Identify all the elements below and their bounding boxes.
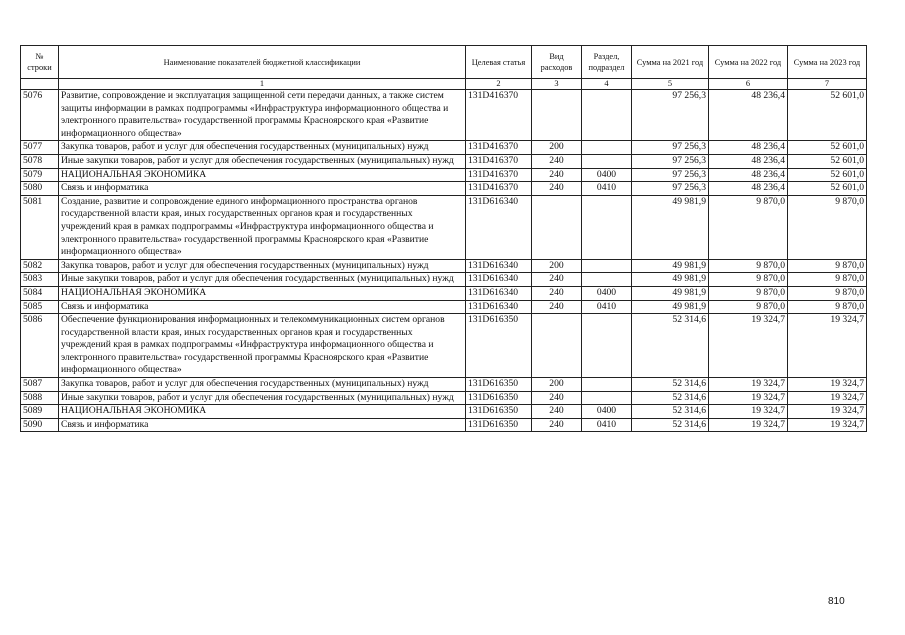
table-row [21, 300, 867, 314]
cell-sum-2022: 19 324,7 [709, 405, 788, 419]
cell-section: 0410 [582, 182, 632, 196]
cell-sum-2022: 9 870,0 [709, 286, 788, 300]
column-number [21, 79, 59, 90]
cell-expense-type: 240 [532, 391, 582, 405]
cell-expense-type: 200 [532, 141, 582, 155]
cell-target-code: 131D416370 [466, 168, 532, 182]
cell-name: НАЦИОНАЛЬНАЯ ЭКОНОМИКА [59, 286, 466, 300]
cell-sum-2023: 9 870,0 [788, 286, 867, 300]
cell-name: Связь и информатика [59, 182, 466, 196]
table-header-row [21, 46, 867, 79]
cell-sum-2022: 48 236,4 [709, 141, 788, 155]
cell-expense-type: 240 [532, 300, 582, 314]
cell-sum-2023: 19 324,7 [788, 314, 867, 378]
cell-target-code: 131D616340 [466, 195, 532, 259]
cell-section: 0410 [582, 418, 632, 432]
cell-name: Закупка товаров, работ и услуг для обеспечения государственных (муниципальных) нужд [59, 378, 466, 392]
cell-name: Связь и информатика [59, 300, 466, 314]
cell-row-no: 5090 [21, 418, 59, 432]
cell-row-no: 5089 [21, 405, 59, 419]
cell-name: Обеспечение функционирования информационных и телекоммуникационных систем органов государственной власти края, иных государственных органов края и государственных учреждений края в рамках подпрограммы «Инфраструктура информационного общества и электронного правительства» государственной программы Красноярского края «Развитие информационного общества» [59, 314, 466, 378]
table-row [21, 259, 867, 273]
cell-name: Развитие, сопровождение и эксплуатация защищенной сети передачи данных, а также систем защиты информации в рамках подпрограммы «Инфраструктура информационного общества и электронного правительства» государственной программы Красноярского края «Развитие информационного общества» [59, 90, 466, 141]
header-name: Наименование показателей бюджетной классификации [59, 46, 466, 79]
cell-sum-2022: 48 236,4 [709, 168, 788, 182]
cell-section [582, 273, 632, 287]
cell-sum-2023: 9 870,0 [788, 259, 867, 273]
cell-name: НАЦИОНАЛЬНАЯ ЭКОНОМИКА [59, 168, 466, 182]
cell-sum-2021: 49 981,9 [632, 273, 709, 287]
page-number: 810 [828, 596, 845, 607]
cell-section [582, 141, 632, 155]
budget-table [20, 45, 867, 432]
cell-sum-2021: 97 256,3 [632, 168, 709, 182]
cell-sum-2021: 97 256,3 [632, 90, 709, 141]
column-number-row [21, 79, 867, 90]
cell-row-no: 5078 [21, 154, 59, 168]
header-row-no: № строки [21, 46, 59, 79]
cell-section [582, 391, 632, 405]
cell-sum-2023: 9 870,0 [788, 195, 867, 259]
cell-row-no: 5085 [21, 300, 59, 314]
column-number: 4 [582, 79, 632, 90]
cell-section [582, 90, 632, 141]
cell-sum-2021: 52 314,6 [632, 378, 709, 392]
cell-sum-2023: 19 324,7 [788, 391, 867, 405]
cell-expense-type: 240 [532, 154, 582, 168]
cell-sum-2021: 49 981,9 [632, 286, 709, 300]
cell-row-no: 5082 [21, 259, 59, 273]
cell-target-code: 131D616350 [466, 418, 532, 432]
cell-name: Иные закупки товаров, работ и услуг для обеспечения государственных (муниципальных) нужд [59, 391, 466, 405]
cell-row-no: 5081 [21, 195, 59, 259]
cell-target-code: 131D616350 [466, 378, 532, 392]
header-vid: Вид расходов [532, 46, 582, 79]
cell-row-no: 5086 [21, 314, 59, 378]
column-number: 5 [632, 79, 709, 90]
cell-sum-2021: 97 256,3 [632, 154, 709, 168]
cell-sum-2022: 48 236,4 [709, 182, 788, 196]
table-row [21, 378, 867, 392]
cell-target-code: 131D416370 [466, 154, 532, 168]
table-row [21, 154, 867, 168]
column-number: 1 [59, 79, 466, 90]
cell-sum-2022: 9 870,0 [709, 273, 788, 287]
cell-target-code: 131D616340 [466, 259, 532, 273]
cell-name: Иные закупки товаров, работ и услуг для обеспечения государственных (муниципальных) нужд [59, 273, 466, 287]
cell-name: Связь и информатика [59, 418, 466, 432]
cell-name: Иные закупки товаров, работ и услуг для обеспечения государственных (муниципальных) нужд [59, 154, 466, 168]
cell-expense-type [532, 195, 582, 259]
cell-expense-type [532, 90, 582, 141]
cell-target-code: 131D616350 [466, 405, 532, 419]
column-number: 3 [532, 79, 582, 90]
table-row [21, 182, 867, 196]
cell-sum-2023: 9 870,0 [788, 300, 867, 314]
cell-sum-2022: 19 324,7 [709, 314, 788, 378]
header-razdel: Раздел, подраздел [582, 46, 632, 79]
cell-target-code: 131D616350 [466, 391, 532, 405]
cell-sum-2023: 19 324,7 [788, 405, 867, 419]
cell-name: Закупка товаров, работ и услуг для обеспечения государственных (муниципальных) нужд [59, 141, 466, 155]
column-number: 6 [709, 79, 788, 90]
cell-sum-2021: 49 981,9 [632, 195, 709, 259]
cell-section: 0400 [582, 168, 632, 182]
cell-expense-type: 200 [532, 378, 582, 392]
table-row [21, 168, 867, 182]
cell-section: 0400 [582, 405, 632, 419]
cell-name: Закупка товаров, работ и услуг для обеспечения государственных (муниципальных) нужд [59, 259, 466, 273]
table-row [21, 314, 867, 378]
cell-row-no: 5087 [21, 378, 59, 392]
cell-name: Создание, развитие и сопровождение единого информационного пространства органов государственной власти края, иных государственных органов края и государственных учреждений края в рамках подпрограммы «Инфраструктура информационного общества и электронного правительства» государственной программы Красноярского края «Развитие информационного общества» [59, 195, 466, 259]
table-row [21, 90, 867, 141]
cell-expense-type: 200 [532, 259, 582, 273]
cell-sum-2022: 9 870,0 [709, 300, 788, 314]
cell-row-no: 5079 [21, 168, 59, 182]
cell-expense-type: 240 [532, 286, 582, 300]
cell-target-code: 131D416370 [466, 182, 532, 196]
cell-sum-2022: 48 236,4 [709, 90, 788, 141]
cell-expense-type: 240 [532, 405, 582, 419]
budget-sheet [20, 45, 866, 432]
column-number: 7 [788, 79, 867, 90]
cell-sum-2023: 9 870,0 [788, 273, 867, 287]
cell-row-no: 5088 [21, 391, 59, 405]
cell-sum-2023: 52 601,0 [788, 182, 867, 196]
cell-section [582, 314, 632, 378]
cell-sum-2022: 48 236,4 [709, 154, 788, 168]
cell-section [582, 154, 632, 168]
cell-sum-2021: 97 256,3 [632, 141, 709, 155]
cell-row-no: 5083 [21, 273, 59, 287]
cell-row-no: 5084 [21, 286, 59, 300]
cell-sum-2021: 52 314,6 [632, 314, 709, 378]
table-row [21, 141, 867, 155]
cell-sum-2023: 52 601,0 [788, 154, 867, 168]
table-row [21, 418, 867, 432]
cell-sum-2021: 49 981,9 [632, 300, 709, 314]
cell-sum-2021: 49 981,9 [632, 259, 709, 273]
cell-sum-2022: 19 324,7 [709, 418, 788, 432]
header-sum-2021: Сумма на 2021 год [632, 46, 709, 79]
cell-target-code: 131D416370 [466, 141, 532, 155]
cell-sum-2022: 9 870,0 [709, 259, 788, 273]
cell-target-code: 131D616340 [466, 273, 532, 287]
header-code: Целевая статья [466, 46, 532, 79]
header-sum-2023: Сумма на 2023 год [788, 46, 867, 79]
table-row [21, 391, 867, 405]
cell-sum-2021: 52 314,6 [632, 405, 709, 419]
cell-expense-type [532, 314, 582, 378]
cell-section [582, 259, 632, 273]
cell-sum-2023: 19 324,7 [788, 418, 867, 432]
cell-sum-2022: 9 870,0 [709, 195, 788, 259]
cell-expense-type: 240 [532, 168, 582, 182]
header-sum-2022: Сумма на 2022 год [709, 46, 788, 79]
cell-sum-2021: 97 256,3 [632, 182, 709, 196]
table-row [21, 405, 867, 419]
cell-row-no: 5077 [21, 141, 59, 155]
table-row [21, 195, 867, 259]
cell-section: 0410 [582, 300, 632, 314]
cell-target-code: 131D616340 [466, 286, 532, 300]
cell-section [582, 195, 632, 259]
cell-sum-2023: 52 601,0 [788, 90, 867, 141]
cell-name: НАЦИОНАЛЬНАЯ ЭКОНОМИКА [59, 405, 466, 419]
cell-section: 0400 [582, 286, 632, 300]
table-row [21, 273, 867, 287]
cell-sum-2022: 19 324,7 [709, 378, 788, 392]
table-body [21, 90, 867, 432]
cell-row-no: 5076 [21, 90, 59, 141]
cell-sum-2022: 19 324,7 [709, 391, 788, 405]
cell-expense-type: 240 [532, 418, 582, 432]
cell-expense-type: 240 [532, 182, 582, 196]
table-row [21, 286, 867, 300]
cell-target-code: 131D416370 [466, 90, 532, 141]
cell-sum-2021: 52 314,6 [632, 418, 709, 432]
cell-sum-2021: 52 314,6 [632, 391, 709, 405]
cell-sum-2023: 52 601,0 [788, 141, 867, 155]
cell-expense-type: 240 [532, 273, 582, 287]
column-number: 2 [466, 79, 532, 90]
cell-row-no: 5080 [21, 182, 59, 196]
cell-sum-2023: 52 601,0 [788, 168, 867, 182]
cell-section [582, 378, 632, 392]
cell-sum-2023: 19 324,7 [788, 378, 867, 392]
cell-target-code: 131D616350 [466, 314, 532, 378]
cell-target-code: 131D616340 [466, 300, 532, 314]
